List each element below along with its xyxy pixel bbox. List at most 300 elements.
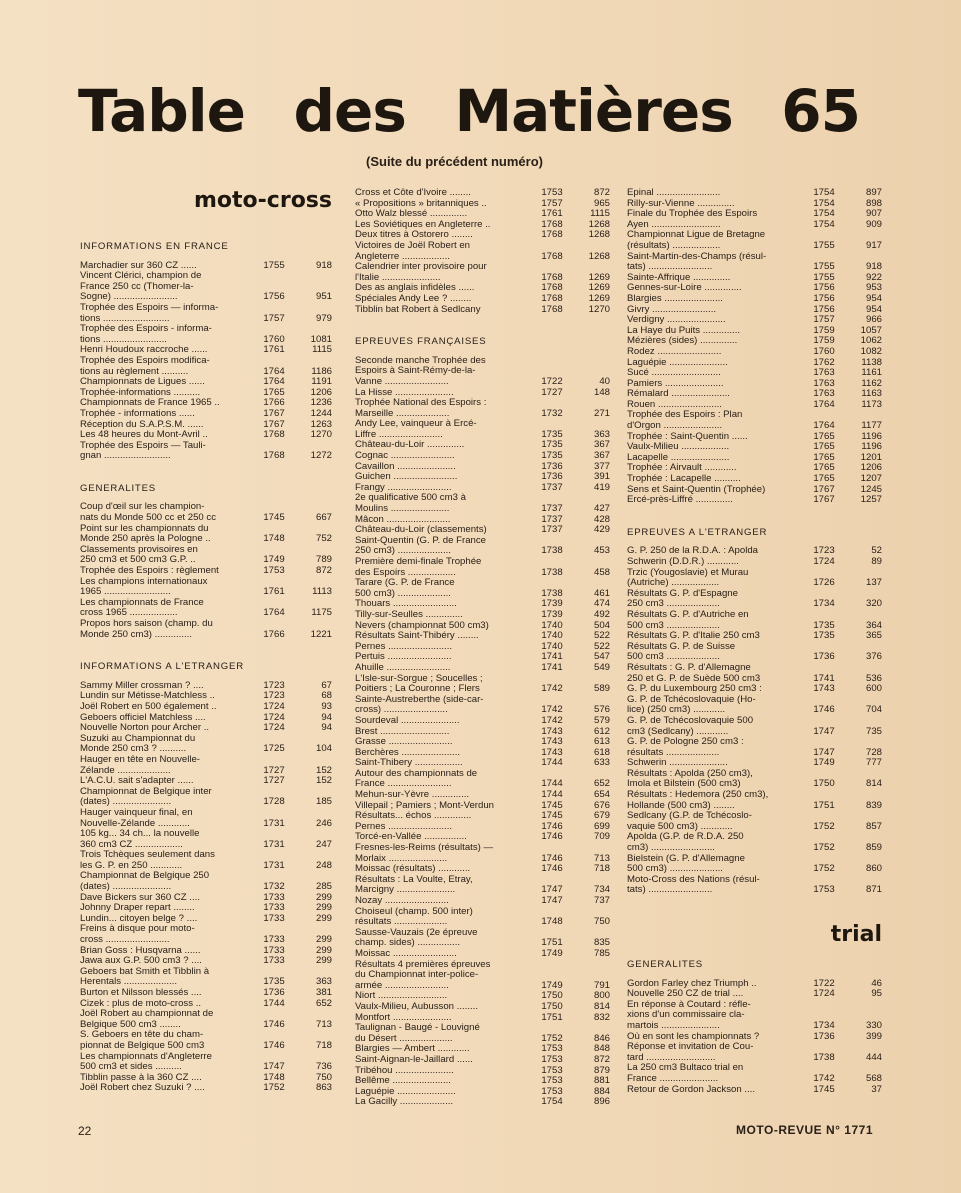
entry-title: Tribéhou ......................: [355, 1064, 454, 1076]
page-number-ref: 474: [593, 598, 610, 610]
entry-title: Mézières (sides) ..............: [627, 335, 738, 347]
issue-number: 1744: [541, 789, 563, 801]
issue-number: 1768: [541, 271, 563, 283]
page-number-ref: 399: [865, 1030, 882, 1042]
page-number-ref: 52: [871, 545, 882, 557]
index-entry: [355, 960, 610, 992]
page-number-ref: 93: [321, 700, 332, 712]
section-title: moto-cross: [194, 188, 332, 213]
index-column-3: [627, 188, 882, 1105]
issue-number: 1766: [263, 628, 285, 640]
page-number-ref: 365: [865, 630, 882, 642]
entry-title: Château-du-Loir ..............: [355, 439, 465, 451]
issue-number: 1734: [813, 1019, 835, 1031]
index-entry: [627, 790, 882, 811]
issue-number: 1765: [813, 430, 835, 442]
page-number-ref: 367: [593, 450, 610, 462]
page-number-ref: 896: [593, 1096, 610, 1108]
issue-number: 1735: [813, 619, 835, 631]
page-number-ref: 40: [599, 375, 610, 387]
issue-number: 1763: [813, 388, 835, 400]
index-entry: [355, 188, 610, 199]
issue-number: 1755: [263, 259, 285, 271]
entry-title: Gennes-sur-Loire ..............: [627, 282, 742, 294]
page-number-ref: 104: [315, 743, 332, 755]
issue-number: 1724: [813, 988, 835, 1000]
index-entry: [355, 419, 610, 440]
issue-number: 1765: [813, 462, 835, 474]
issue-number: 1735: [541, 450, 563, 462]
entry-title: Résultats G. P. d'Italie 250 cm3: [627, 630, 760, 642]
issue-number: 1768: [541, 218, 563, 230]
issue-number: 1765: [263, 386, 285, 398]
entry-title: Trophée National des Espoirs : Marseille ....................: [355, 397, 487, 419]
entry-title: Gordon Farley chez Triumph ..: [627, 977, 757, 989]
entry-title: Choiseul (champ. 500 inter) résultats ....................: [355, 905, 473, 928]
entry-title: Schwerin ......................: [627, 757, 728, 769]
page-number-ref: 376: [865, 651, 882, 663]
entry-title: L'A.C.U. sait s'adapter ......: [80, 775, 194, 787]
entry-title: Sausse-Vauzais (2e épreuve champ. sides) ................: [355, 926, 478, 949]
issue-number: 1754: [813, 218, 835, 230]
index-entry: [627, 642, 882, 663]
index-entry: [355, 578, 610, 599]
entry-title: Trophée - informations ......: [80, 407, 195, 419]
index-entry: [80, 409, 332, 420]
issue-number: 1750: [541, 990, 563, 1002]
entry-title: Résultats... échos ..............: [355, 810, 472, 822]
entry-title: Les championnats d'Angleterre 500 cm3 et sides ..........: [80, 1050, 212, 1073]
entry-title: Trophée des Espoirs — Tauli- gnan .........................: [80, 439, 206, 462]
issue-number: 1759: [813, 324, 835, 336]
page-number-ref: 1163: [861, 388, 882, 400]
entry-title: Burton et Nilsson blessés ....: [80, 987, 202, 998]
issue-number: 1738: [813, 1051, 835, 1063]
page-number-ref: 429: [593, 524, 610, 536]
entry-title: Les 48 heures du Mont-Avril ..: [80, 429, 208, 441]
entry-title: Torcé-en-Vallée ................: [355, 831, 467, 843]
page-number-ref: 814: [593, 1000, 610, 1012]
page-number-ref: 1196: [861, 441, 882, 453]
entry-title: Sammy Miller crossman ? ....: [80, 679, 204, 691]
entry-title: Pertuis ........................: [355, 651, 452, 663]
entry-title: Trophée des Espoirs — informa- tions .........................: [80, 301, 219, 324]
page-number-ref: 736: [315, 1061, 332, 1073]
page-number-ref: 1257: [860, 494, 882, 506]
issue-number: 1727: [263, 775, 285, 787]
issue-number: 1725: [263, 743, 285, 755]
issue-number: 1744: [263, 997, 285, 1009]
index-entry: [355, 695, 610, 716]
page-number-ref: 676: [593, 799, 610, 811]
issue-number: 1746: [813, 704, 835, 716]
issue-number: 1727: [541, 386, 563, 398]
entry-title: Des as anglais infidèles ......: [355, 282, 475, 294]
issue-number: 1731: [263, 817, 285, 829]
index-entry: [80, 441, 332, 462]
page-number-ref: 248: [315, 859, 332, 871]
index-entry: [627, 1085, 882, 1096]
index-entry: [355, 1055, 610, 1066]
issue-number: 1764: [263, 376, 285, 388]
entry-title: Lacapelle ......................: [627, 451, 730, 463]
entry-title: Brest ..........................: [355, 725, 450, 737]
title-word: des: [293, 77, 406, 145]
issue-number: 1737: [541, 481, 563, 493]
entry-title: Saint-Thibery ..................: [355, 757, 463, 769]
issue-number: 1765: [813, 451, 835, 463]
issue-number: 1747: [813, 746, 835, 758]
issue-number: 1751: [541, 937, 563, 949]
issue-number: 1723: [263, 679, 285, 691]
issue-number: 1745: [541, 799, 563, 811]
entry-title: Classements provisoires en 250 cm3 et 500 cm3 G.P. ..: [80, 543, 198, 566]
issue-number: 1745: [813, 1083, 835, 1095]
entry-title: Vincent Clérici, champion de France 250 cc (Thomer-la- Sogne) ........................: [80, 270, 202, 303]
index-entry: [80, 808, 332, 829]
page-title: [78, 77, 860, 145]
entry-title: Point sur les championnats du Monde 250 après la Pologne ..: [80, 522, 211, 545]
page-number-ref: 884: [593, 1085, 610, 1097]
issue-number: 1768: [263, 450, 285, 462]
page-number-ref: 364: [865, 619, 882, 631]
issue-number: 1744: [541, 757, 563, 769]
page-number-ref: 1081: [310, 333, 332, 345]
subsection-heading: EPREUVES FRANÇAISES: [355, 336, 487, 348]
index-entry: [355, 536, 610, 557]
page-number-ref: 68: [321, 690, 332, 702]
page-number-ref: 549: [593, 661, 610, 673]
entry-title: Nevers (championnat 500 cm3): [355, 619, 489, 631]
issue-number: 1749: [813, 757, 835, 769]
index-entry: [627, 1063, 882, 1084]
entry-title: La 250 cm3 Bultaco trial en France ......................: [627, 1062, 744, 1084]
page-number-ref: 835: [593, 937, 610, 949]
page-number-ref: 785: [593, 947, 610, 959]
issue-number: 1748: [541, 916, 563, 928]
page-number-ref: 679: [593, 810, 610, 822]
entry-title: Trophée des Espoirs modifica- tions au règlement ..........: [80, 354, 210, 377]
entry-title: Fresnes-les-Reims (résultats) — Morlaix ......................: [355, 842, 494, 864]
issue-number: 1734: [813, 598, 835, 610]
entry-title: Cavaillon ......................: [355, 460, 456, 472]
issue-number: 1723: [813, 545, 835, 557]
page-number-ref: 367: [593, 439, 610, 451]
issue-number: 1733: [263, 944, 285, 956]
issue-number: 1740: [541, 640, 563, 652]
entry-title: Ayen ..........................: [627, 218, 721, 230]
entry-title: Moto-Cross des Nations (résul- tats) ........................: [627, 873, 760, 896]
index-entry: [355, 493, 610, 514]
page-number-ref: 67: [321, 679, 332, 691]
entry-title: Championnat Ligue de Bretagne (résultats) ..................: [627, 229, 766, 251]
entry-title: Château-du-Loir (classements): [355, 524, 487, 536]
page-number-ref: 320: [865, 598, 882, 610]
page-number-ref: 522: [593, 640, 610, 652]
page-number-ref: 1177: [861, 420, 882, 432]
index-entry: [627, 252, 882, 273]
publication-footer: MOTO-REVUE N° 1771: [736, 1123, 873, 1137]
page-number-ref: 1175: [311, 607, 332, 619]
index-entry: [355, 305, 610, 316]
issue-number: 1757: [813, 314, 835, 326]
entry-title: Trophée des Espoirs : règlement: [80, 565, 219, 577]
page-number-ref: 979: [315, 312, 332, 324]
entry-title: Trophée : Lacapelle ..........: [627, 473, 741, 485]
page-number-ref: 872: [593, 1053, 610, 1065]
index-entry: [627, 811, 882, 832]
entry-title: Tilly-sur-Seulles ..............: [355, 608, 463, 620]
entry-title: Résultats Saint-Thibéry ........: [355, 630, 479, 642]
page-number-ref: 94: [321, 722, 332, 734]
page-number-ref: 299: [315, 891, 332, 903]
issue-number: 1737: [541, 513, 563, 525]
page-number-ref: 1268: [588, 250, 610, 262]
index-entry: [80, 303, 332, 324]
index-entry: [80, 755, 332, 776]
issue-number: 1733: [263, 891, 285, 903]
page-number-ref: 897: [865, 187, 882, 198]
page-number-ref: 453: [593, 545, 610, 557]
issue-number: 1723: [263, 690, 285, 702]
index-entry: [355, 1002, 610, 1013]
page-number-ref: 872: [315, 565, 332, 577]
page-number-ref: 330: [865, 1019, 882, 1031]
issue-number: 1767: [263, 407, 285, 419]
entry-title: Résultats : La Voulte, Etray, Marcigny ......................: [355, 873, 473, 896]
issue-number: 1756: [813, 292, 835, 304]
page-number-ref: 713: [593, 852, 610, 864]
issue-number: 1754: [541, 1096, 563, 1108]
index-entry: [627, 769, 882, 790]
entry-title: 2e qualificative 500 cm3 à Moulins ......................: [355, 492, 466, 515]
page-number-ref: 1207: [860, 473, 882, 485]
entry-title: Thouars ........................: [355, 598, 457, 610]
issue-number: 1754: [813, 197, 835, 209]
issue-number: 1745: [541, 810, 563, 822]
issue-number: 1736: [813, 1030, 835, 1042]
issue-number: 1724: [263, 722, 285, 734]
issue-number: 1736: [263, 987, 285, 998]
issue-number: 1743: [813, 683, 835, 695]
issue-number: 1753: [541, 1053, 563, 1065]
page-number-ref: 832: [593, 1011, 610, 1023]
index-entry: [627, 230, 882, 251]
index-entry: [355, 907, 610, 928]
index-entry: [355, 610, 610, 621]
entry-title: Cognac ........................: [355, 450, 455, 462]
index-entry: [355, 674, 610, 695]
page-number-ref: 547: [593, 651, 610, 663]
page-number-ref: 917: [865, 239, 882, 251]
issue-number: 1751: [541, 1011, 563, 1023]
entry-title: Rémalard ......................: [627, 388, 730, 400]
issue-number: 1747: [263, 1061, 285, 1073]
issue-number: 1732: [263, 881, 285, 893]
entry-title: Les championnats de France cross 1965 ..................: [80, 596, 204, 619]
entry-title: Joël Robert au championnat de Belgique 500 cm3 ........: [80, 1008, 214, 1030]
page-number-ref: 1269: [588, 282, 610, 294]
entry-title: Vaulx-Milieu ..................: [627, 441, 730, 453]
issue-number: 1736: [813, 651, 835, 663]
page-number-ref: 909: [865, 218, 882, 230]
issue-number: 1749: [541, 979, 563, 991]
issue-number: 1727: [263, 764, 285, 776]
entry-title: Trophée des Espoirs - informa- tions ........................: [80, 323, 212, 345]
page-number-ref: 458: [593, 566, 610, 578]
page-number-ref: 951: [315, 291, 332, 303]
issue-number: 1742: [813, 1072, 835, 1084]
entry-title: Epinal ........................: [627, 187, 721, 198]
index-entry: [355, 356, 610, 388]
entry-title: Lundin... citoyen belge ? ....: [80, 912, 198, 924]
issue-number: 1752: [541, 1032, 563, 1044]
issue-number: 1753: [813, 884, 835, 896]
entry-title: Saint-Aignan-le-Jaillard ......: [355, 1053, 473, 1065]
issue-number: 1739: [541, 608, 563, 620]
page-number-ref: 1173: [861, 398, 882, 410]
entry-title: Blargies — Ambert ............: [355, 1043, 470, 1055]
entry-title: Jawa aux G.P. 500 cm3 ? ....: [80, 955, 202, 967]
page-number-ref: 444: [865, 1051, 882, 1063]
page-number-ref: 137: [865, 577, 882, 589]
index-entry: [80, 829, 332, 850]
index-entry: [80, 787, 332, 808]
index-entry: [80, 524, 332, 545]
issue-number: 1733: [263, 912, 285, 924]
index-column-1: [80, 188, 332, 1104]
index-entry: [80, 545, 332, 566]
page-number-ref: 576: [593, 704, 610, 716]
page-number-ref: 918: [315, 259, 332, 271]
entry-title: Frangy ........................: [355, 481, 452, 493]
page-number-ref: 1245: [860, 483, 882, 495]
page-number-ref: 863: [315, 1082, 332, 1094]
index-entry: [80, 850, 332, 871]
entry-title: Nouvelle 250 CZ de trial ....: [627, 988, 744, 1000]
entry-title: Joël Robert chez Suzuki ? ....: [80, 1082, 205, 1094]
entry-title: Trophée : Airvault ............: [627, 462, 737, 474]
entry-title: La Gacilly ....................: [355, 1096, 454, 1108]
issue-number: 1764: [263, 365, 285, 377]
entry-title: Sainte-Austreberthe (side-car- cross) ........................: [355, 693, 484, 716]
issue-number: 1751: [813, 799, 835, 811]
page-number-ref: 704: [865, 704, 882, 716]
entry-title: Autour des championnats de France ........................: [355, 767, 478, 790]
entry-title: Niort ..........................: [355, 990, 448, 1002]
entry-title: Givry ........................: [627, 303, 717, 315]
issue-number: 1753: [263, 565, 285, 577]
issue-number: 1746: [541, 863, 563, 875]
index-entry: [80, 702, 332, 713]
issue-number: 1767: [813, 483, 835, 495]
entry-title: Blargies ......................: [627, 292, 723, 304]
issue-number: 1764: [263, 607, 285, 619]
issue-number: 1733: [263, 902, 285, 914]
entry-title: Mâcon ........................: [355, 513, 451, 525]
issue-number: 1755: [813, 239, 835, 251]
page-number-ref: 1269: [588, 271, 610, 283]
issue-number: 1738: [541, 566, 563, 578]
page-number-ref: 1268: [588, 218, 610, 230]
issue-number: 1735: [541, 428, 563, 440]
entry-title: Rodez ........................: [627, 345, 722, 357]
page-number-ref: 718: [593, 863, 610, 875]
issue-number: 1768: [541, 282, 563, 294]
index-entry: [627, 663, 882, 684]
page-number-ref: 419: [593, 481, 610, 493]
issue-number: 1746: [263, 1039, 285, 1051]
page-number-ref: 898: [865, 197, 882, 209]
issue-number: 1747: [541, 895, 563, 906]
issue-number: 1740: [541, 619, 563, 631]
issue-number: 1736: [541, 471, 563, 483]
entry-title: Pernes ........................: [355, 640, 453, 652]
index-entry: [355, 262, 610, 283]
entry-title: Laguépie ......................: [355, 1085, 456, 1097]
page-number-ref: 299: [315, 912, 332, 924]
issue-number: 1739: [541, 598, 563, 610]
entry-title: Cizek : plus de moto-cross ..: [80, 997, 202, 1009]
entry-title: Henri Houdoux raccroche ......: [80, 344, 208, 356]
issue-number: 1731: [263, 859, 285, 871]
page-number-ref: 652: [315, 997, 332, 1009]
entry-title: Résultats 4 premières épreuves du Championnat inter-police- armée ........................: [355, 958, 491, 991]
issue-number: 1755: [813, 261, 835, 273]
page-number-ref: 1268: [588, 229, 610, 241]
page-number-ref: 1186: [311, 365, 332, 377]
page-number-ref: 246: [315, 817, 332, 829]
issue-number: 1746: [263, 1018, 285, 1030]
entry-title: Dave Bickers sur 360 CZ ....: [80, 891, 200, 903]
entry-title: Résultats : Apolda (250 cm3), Imola et Bilstein (500 cm3): [627, 767, 753, 790]
entry-title: Freins à disque pour moto- cross ........................: [80, 923, 195, 946]
issue-number: 1764: [813, 420, 835, 432]
entry-title: Sainte-Affrique ..............: [627, 271, 731, 283]
issue-number: 1767: [263, 418, 285, 430]
entry-title: Sens et Saint-Quentin (Trophée): [627, 483, 766, 495]
page-number-ref: 504: [593, 619, 610, 631]
index-entry: [80, 924, 332, 945]
issue-number: 1749: [541, 947, 563, 959]
entry-title: G. P. de Tchécoslovaquie (Ho- lice) (250 cm3) ............: [627, 693, 756, 716]
index-entry: [355, 241, 610, 262]
page-number-ref: 922: [865, 271, 882, 283]
section-title: trial: [830, 922, 882, 947]
page-number-ref: 953: [865, 282, 882, 294]
index-entry: [80, 871, 332, 892]
index-entry: [627, 875, 882, 896]
entry-title: Saint-Martin-des-Champs (résul- tats) ........................: [627, 250, 767, 273]
entry-title: Bellême ......................: [355, 1075, 451, 1087]
index-entry: [627, 410, 882, 431]
issue-number: 1761: [263, 344, 285, 356]
page-number-ref: 966: [865, 314, 882, 326]
entry-title: Première demi-finale Trophée des Espoirs ..................: [355, 556, 482, 578]
page-number-ref: 871: [865, 884, 882, 896]
issue-number: 1768: [541, 303, 563, 315]
issue-number: 1724: [263, 700, 285, 712]
page-number-ref: 1113: [312, 586, 332, 598]
page-number-ref: 1138: [861, 356, 882, 368]
page-number-ref: 1206: [860, 462, 882, 474]
issue-number: 1756: [263, 291, 285, 303]
page-number-ref: 363: [593, 428, 610, 440]
issue-number: 1760: [263, 333, 285, 345]
index-entry: [355, 294, 610, 305]
issue-number: 1732: [541, 407, 563, 419]
issue-number: 1749: [263, 554, 285, 566]
